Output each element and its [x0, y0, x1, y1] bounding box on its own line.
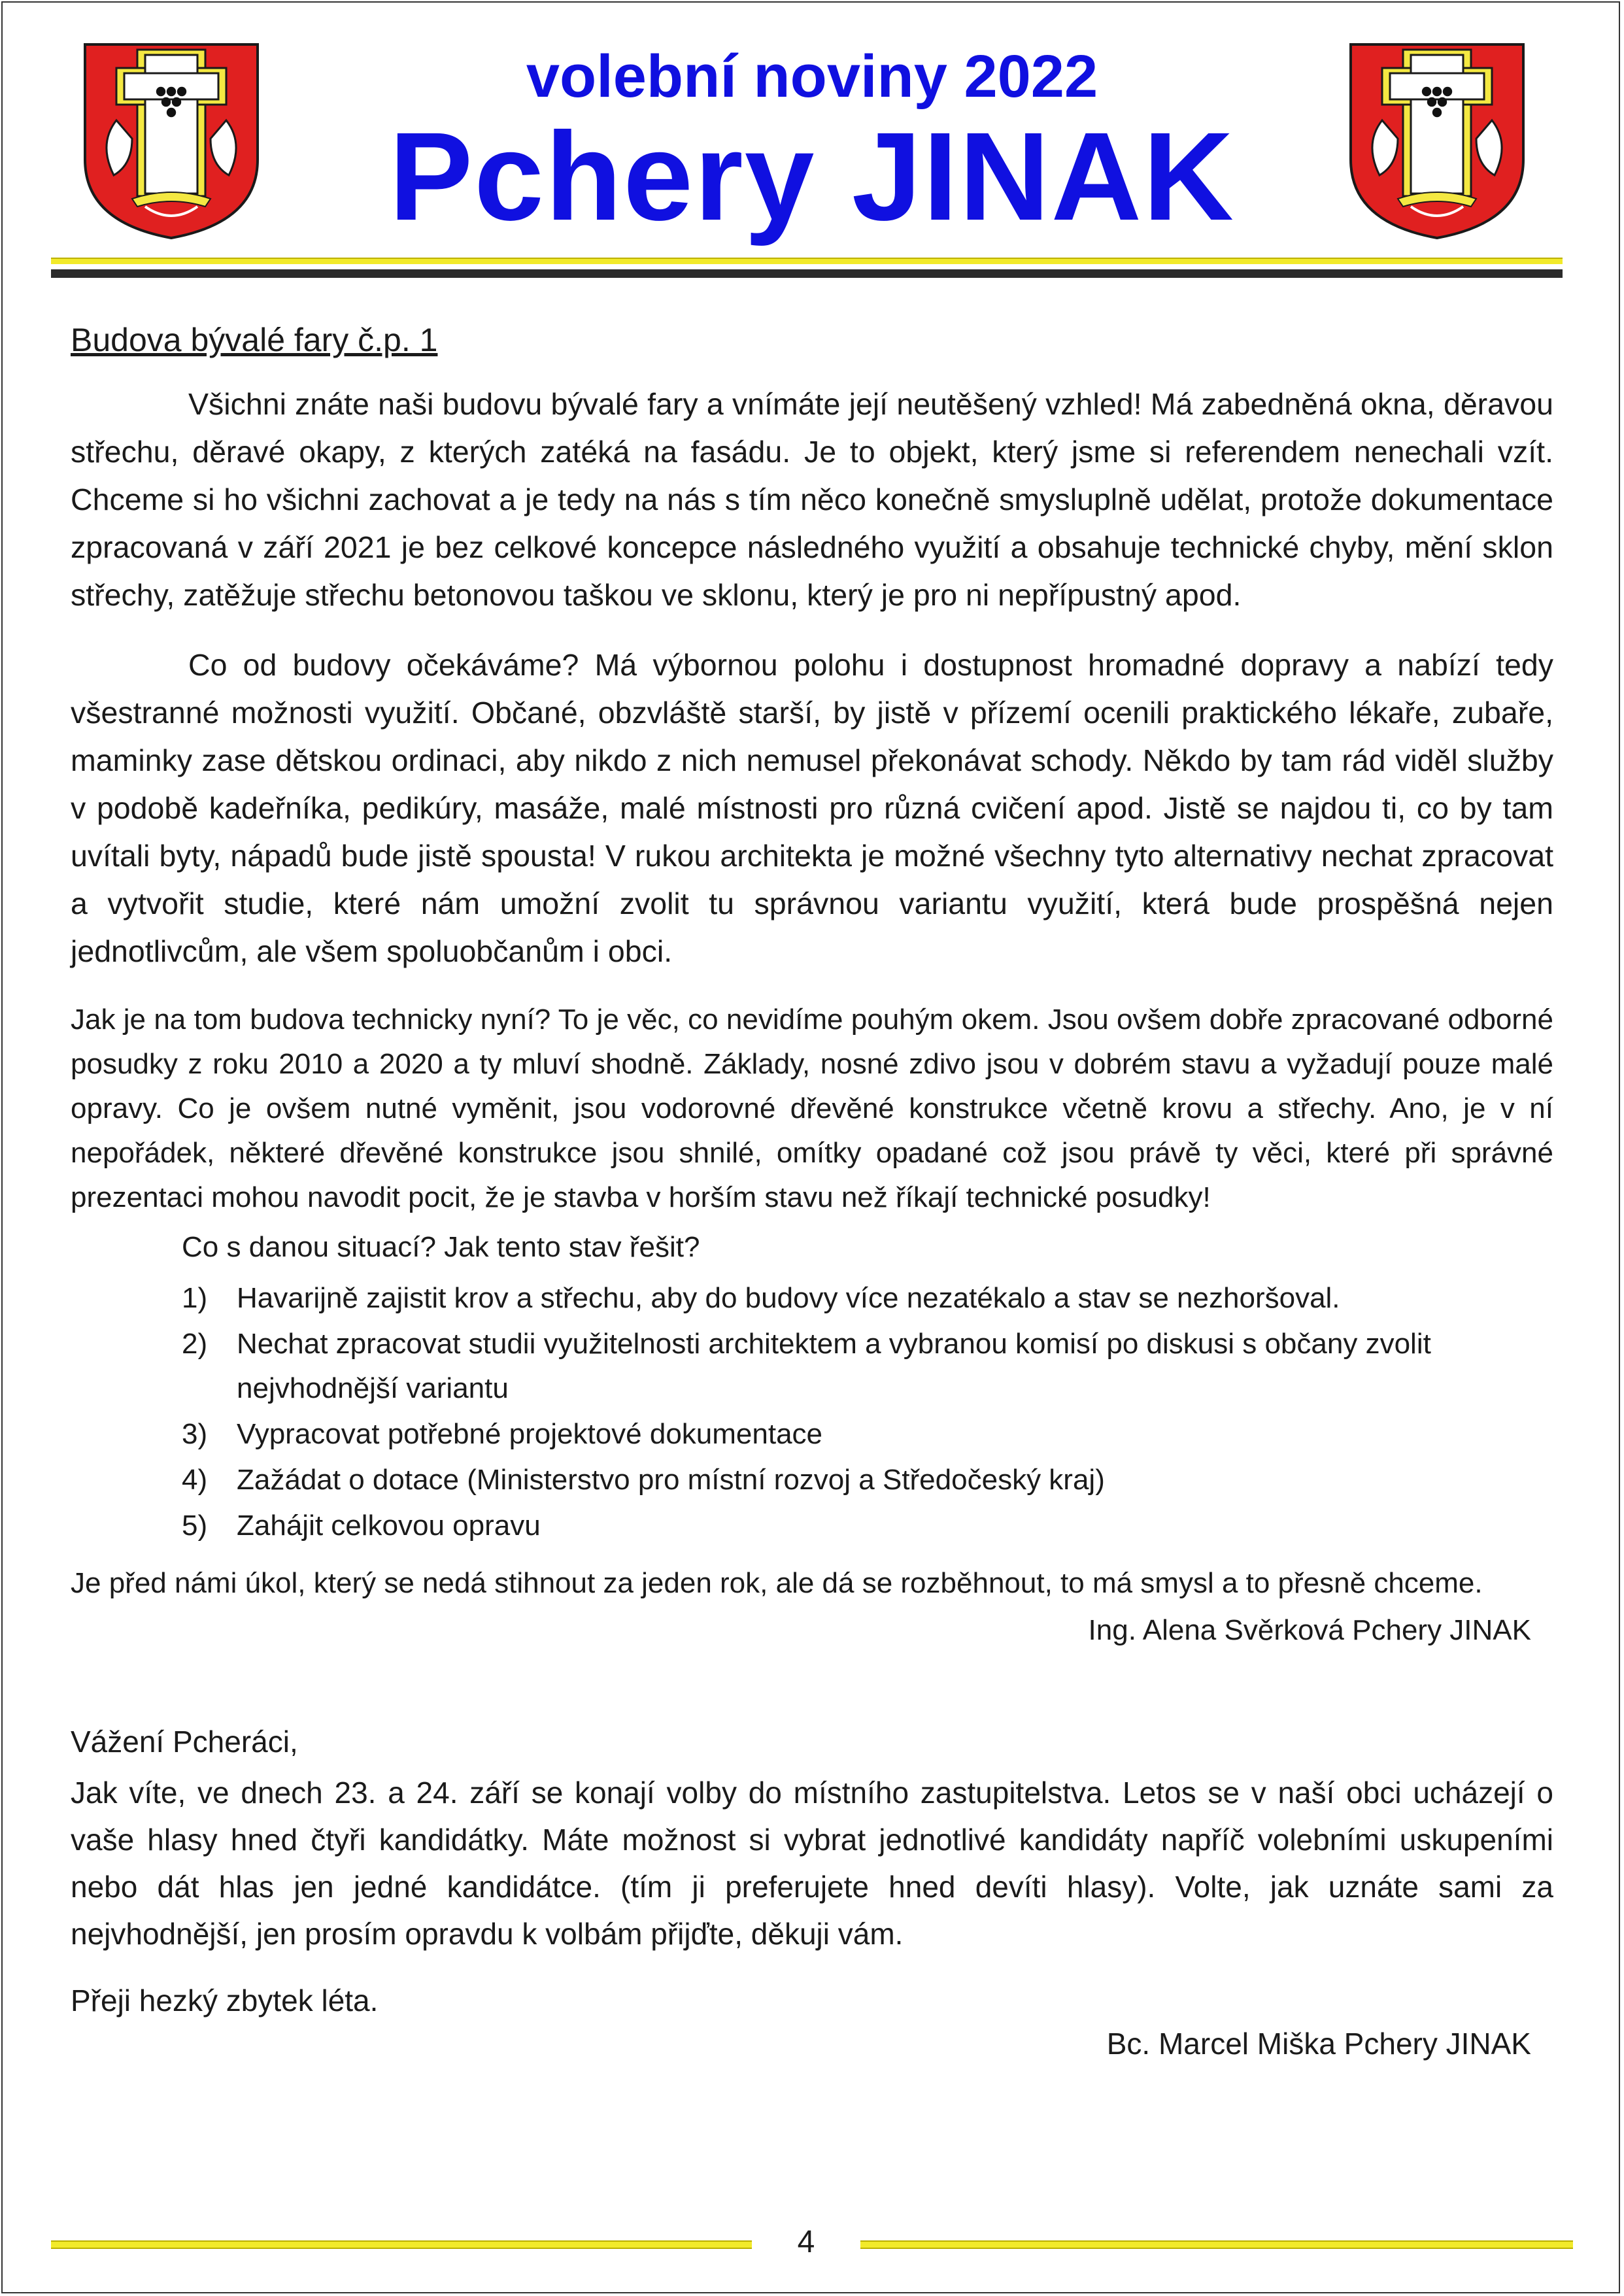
article-paragraph: Co od budovy očekáváme? Má výbornou polohu i dostupnost hromadné dopravy a nabízí tedy všestranné možnosti využití. Občané, obzvláště starší, by jistě v přízemí ocenili praktického lékaře, zubaře, maminky zase dětskou ordinaci, aby nikdo z nich nemusel překonávat schody. Někdo by tam rád viděl služby v podobě kadeřníka, pedikúry, masáže, malé místnosti pro různá cvičení apod. Jistě se najdou ti, co by tam uvítali byty, nápadů bude jistě spousta! V rukou architekta je možné všechny tyto alternativy nechat zpracovat a vytvořit studie, které nám umožní zvolit tu správnou variantu využití, která bude prospěšná nejen jednotlivcům, ale všem spoluobčanům i obci. [71, 648, 1553, 968]
list-item-number: 3) [182, 1418, 208, 1450]
letter-greeting: Vážení Pcheráci, [71, 1725, 298, 1759]
list-item-number: 4) [182, 1464, 208, 1496]
article-paragraph: Všichni znáte naši budovu bývalé fary a vnímáte její neutěšený vzhled! Má zabedněná okna, děravou střechu, děravé okapy, z kterých zatéká na fasádu. Je to objekt, který jsme si referendem nenechali vzít. Chceme si ho všichni zachovat a je tedy na nás s tím něco konečně smysluplně udělat, protože dokumentace zpracovaná v září 2021 je bez celkové koncepce následného využití a obsahuje technické chyby, mění sklon střechy, zatěžuje střechu betonovou taškou ve sklonu, který je pro ni nepřípustný apod. [71, 387, 1553, 612]
list-item-number: 5) [182, 1510, 208, 1542]
list-item-number: 2) [182, 1328, 208, 1360]
list-item-text: Nechat zpracovat studii využitelnosti architektem a vybranou komisí po diskusi s občany zvolit nejvhodnější variantu [237, 1328, 1431, 1404]
header-rule-dark [51, 269, 1563, 278]
list-item [182, 1412, 1553, 1457]
list-item [182, 1322, 1553, 1411]
list-item-number: 1) [182, 1282, 208, 1314]
article-heading: Budova bývalé fary č.p. 1 [71, 322, 438, 358]
list-item [182, 1458, 1553, 1502]
letter-signature: Bc. Marcel Miška Pchery JINAK [1106, 2027, 1531, 2061]
list-item [182, 1276, 1553, 1321]
masthead-subtitle: volební noviny 2022 [526, 43, 1098, 110]
list-item-text: Zažádat o dotace (Ministerstvo pro místní rozvoj a Středočeský kraj) [237, 1464, 1105, 1496]
page-number: 4 [797, 2225, 815, 2259]
question-line: Co s danou situací? Jak tento stav řešit? [182, 1231, 700, 1263]
list-item-text: Vypracovat potřebné projektové dokumentace [237, 1418, 823, 1450]
steps-list [71, 1276, 1553, 1548]
header-rule-yellow [51, 258, 1563, 264]
letter-wish: Přeji hezký zbytek léta. [71, 1984, 379, 2017]
section-gap [71, 1653, 1553, 1718]
page-content [71, 307, 1553, 2063]
list-item-text: Zahájit celkovou opravu [237, 1510, 541, 1542]
list-item [182, 1504, 1553, 1548]
article-signature: Ing. Alena Svěrková Pchery JINAK [1088, 1614, 1531, 1646]
footer-rule-right [860, 2240, 1573, 2249]
article-closing: Je před námi úkol, který se nedá stihnout za jeden rok, ale dá se rozběhnout, to má smysl a to přesně chceme. [71, 1567, 1483, 1599]
letter-body: Jak víte, ve dnech 23. a 24. září se konají volby do místního zastupitelstva. Letos se v naší obci ucházejí o vaše hlasy hned čtyři kandidátky. Máte možnost si vybrat jednotlivé kandidáty napříč volebními uskupeními nebo dát hlas jen jedné kandidátce. (tím ji preferujete hned devíti hlasy). Volte, jak uznáte sami za nejvhodnější, jen prosím opravdu k volbám přijďte, děkuji vám. [71, 1776, 1553, 1951]
masthead-title: Pchery JINAK [389, 106, 1235, 246]
footer-rule-left [51, 2240, 752, 2249]
article-paragraph: Jak je na tom budova technicky nyní? To je věc, co nevidíme pouhým okem. Jsou ovšem dobře zpracované odborné posudky z roku 2010 a 2020 a ty mluví shodně. Základy, nosné zdivo jsou v dobrém stavu a vyžadují pouze malé opravy. Co je ovšem nutné vyměnit, jsou vodorovné dřevěné konstrukce včetně krovu a střechy. Ano, je v ní nepořádek, některé dřevěné konstrukce jsou shnilé, omítky opadané což jsou právě ty věci, které při správné prezentaci mohou navodit pocit, že je stavba v horším stavu než říkají technické posudky! [71, 1004, 1553, 1213]
list-item-text: Havarijně zajistit krov a střechu, aby do budovy více nezatékalo a stav se nezhoršoval. [237, 1282, 1340, 1314]
